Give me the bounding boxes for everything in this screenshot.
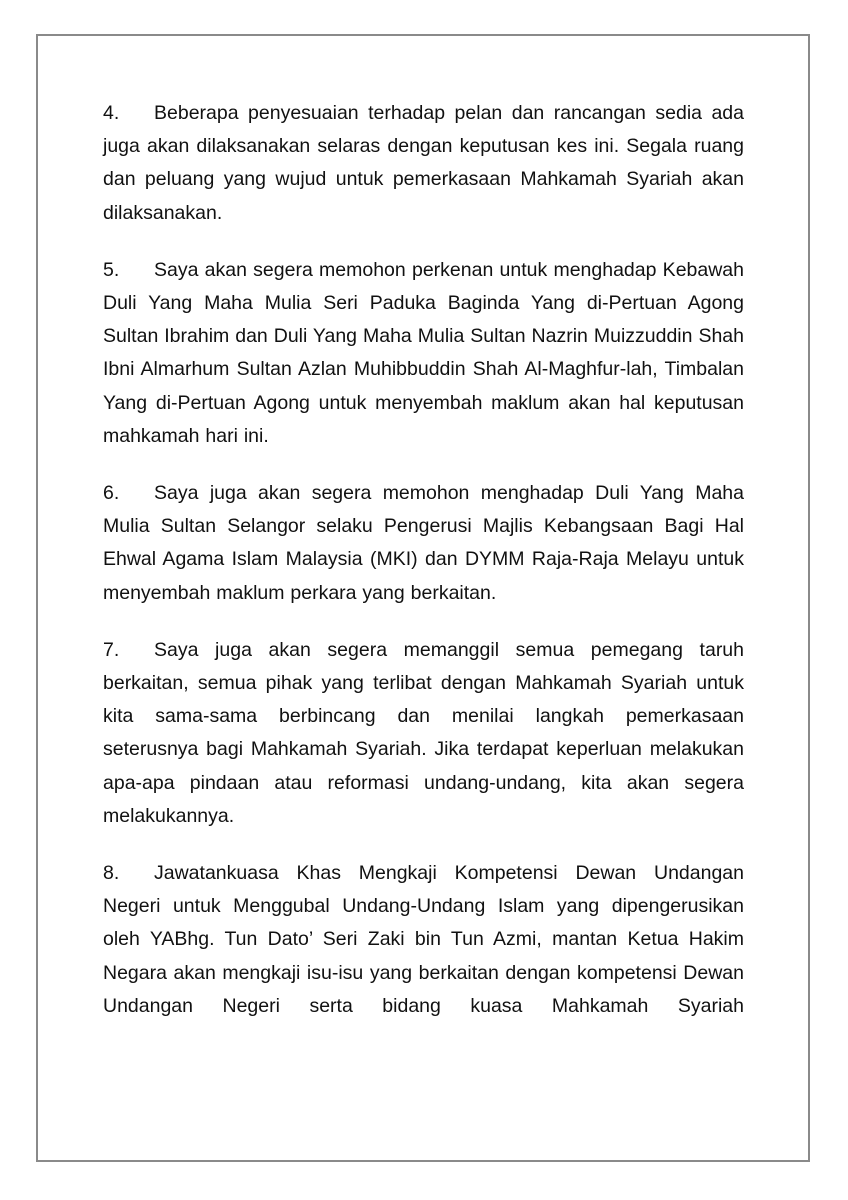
paragraph-6: [103, 477, 744, 610]
paragraph-number: 4.: [103, 102, 120, 124]
paragraph-text: Beberapa penyesuaian terhadap pelan dan rancangan sedia ada juga akan dilaksanakan selaras dengan keputusan kes ini. Segala ruang dan peluang yang wujud untuk pemerkasaan Mahkamah Syariah akan dilaksanakan.: [103, 102, 744, 224]
document-body: [103, 97, 744, 1047]
paragraph-7: [103, 634, 744, 833]
paragraph-number: 8.: [103, 862, 120, 885]
paragraph-5: [103, 254, 744, 453]
paragraph-4: [103, 97, 744, 230]
paragraph-text: Saya juga akan segera memanggil semua pemegang taruh berkaitan, semua pihak yang terlibat dengan Mahkamah Syariah untuk kita sama-sama berbincang dan menilai langkah pemerkasaan seterusnya bagi Mahkamah Syariah. Jika terdapat keperluan melakukan apa-apa pindaan atau reformasi undang-undang, kita akan segera melakukannya.: [103, 638, 744, 827]
paragraph-text: Saya juga akan segera memohon menghadap Duli Yang Maha Mulia Sultan Selangor selaku Pengerusi Majlis Kebangsaan Bagi Hal Ehwal Agama Islam Malaysia (MKI) dan DYMM Raja-Raja Melayu untuk menyembah maklum perkara yang berkaitan.: [103, 482, 744, 604]
paragraph-number: 7.: [103, 638, 120, 661]
paragraph-text: Saya akan segera memohon perkenan untuk menghadap Kebawah Duli Yang Maha Mulia Seri Paduka Baginda Yang di-Pertuan Agong Sultan Ibrahim dan Duli Yang Maha Mulia Sultan Nazrin Muizzuddin Shah Ibni Almarhum Sultan Azlan Muhibbuddin Shah Al-Maghfur-lah, Timbalan Yang di-Pertuan Agong untuk menyembah maklum akan hal keputusan mahkamah hari ini.: [103, 258, 744, 447]
paragraph-number: 6.: [103, 482, 120, 505]
paragraph-text: Jawatankuasa Khas Mengkaji Kompetensi Dewan Undangan Negeri untuk Menggubal Undang-Undang Islam yang dipengerusikan oleh YABhg. Tun Dato’ Seri Zaki bin Tun Azmi, mantan Ketua Hakim Negara akan mengkaji isu-isu yang berkaitan dengan kompetensi Dewan Undangan Negeri serta bidang kuasa Mahkamah Syariah: [103, 862, 744, 1017]
paragraph-number: 5.: [103, 258, 120, 281]
paragraph-8: [103, 857, 744, 1023]
